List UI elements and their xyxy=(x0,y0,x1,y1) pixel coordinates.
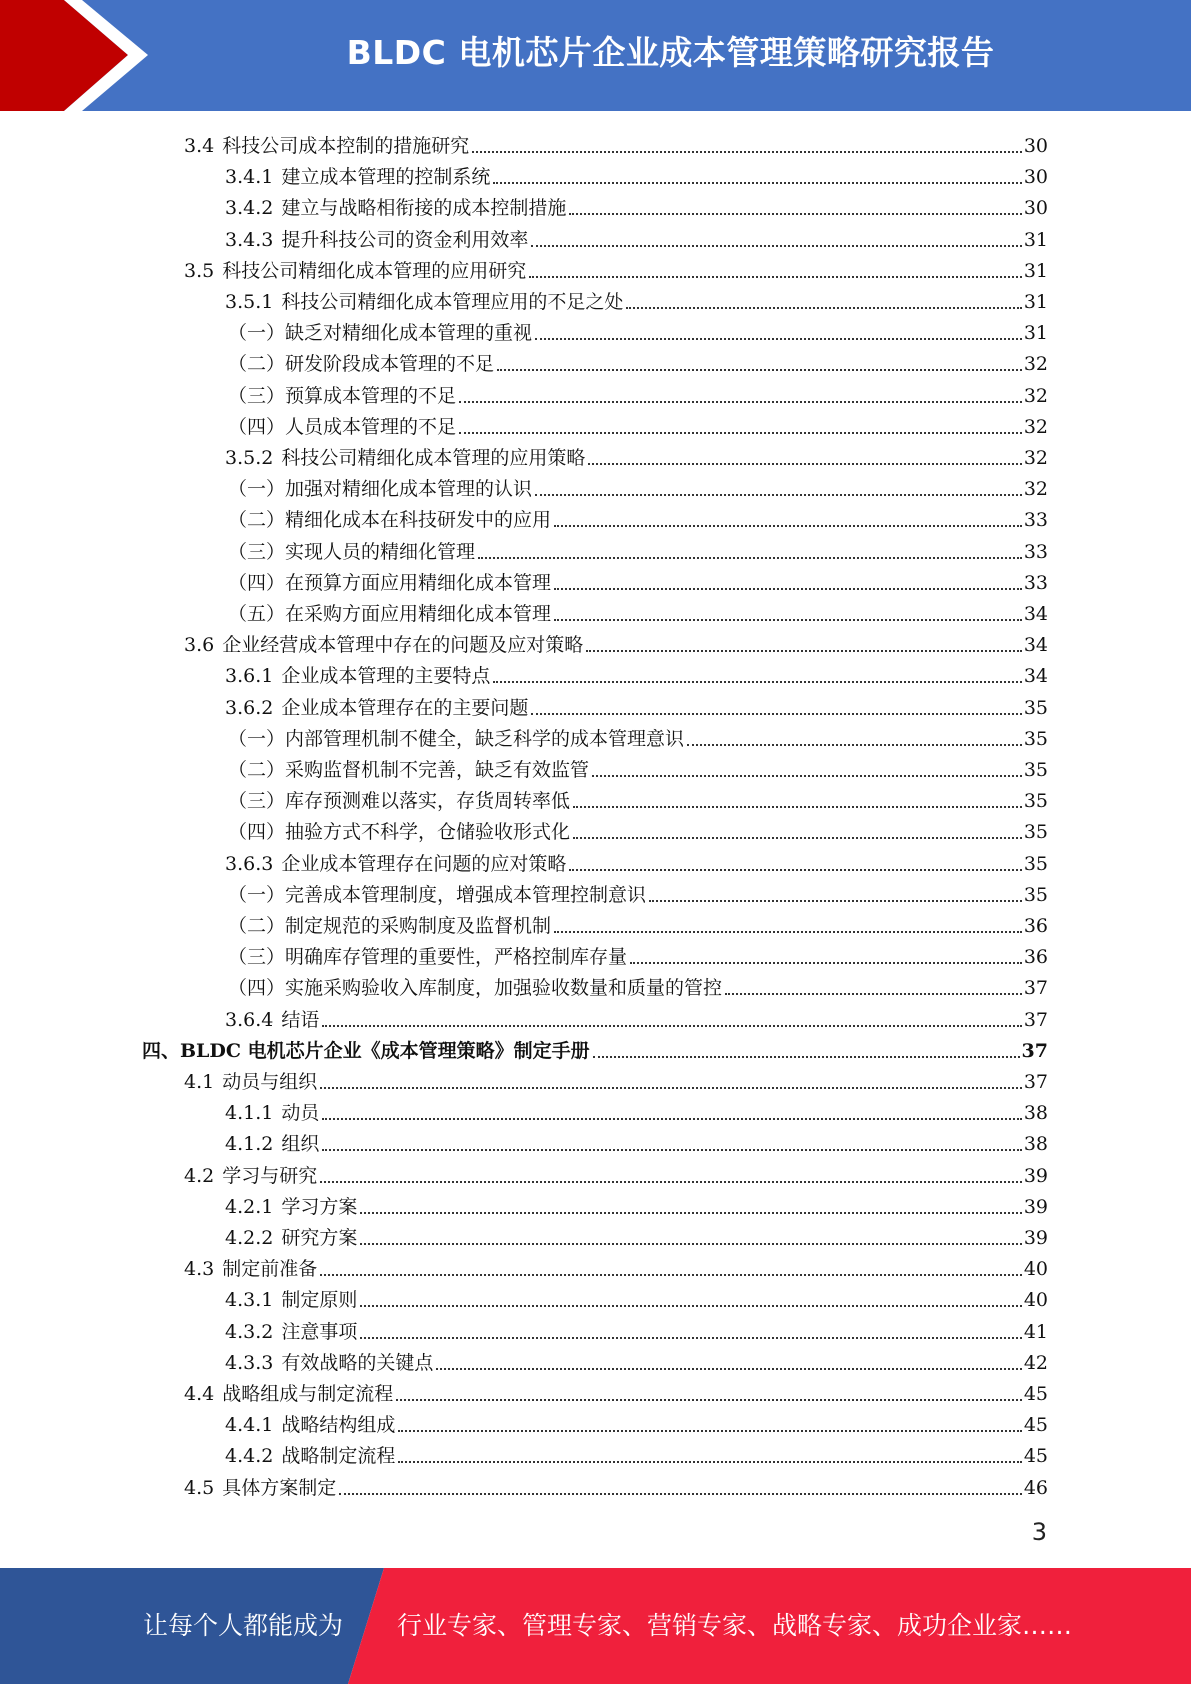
toc-entry-title: （五）在采购方面应用精细化成本管理 xyxy=(228,603,552,625)
toc-entry-page: 31 xyxy=(1023,322,1048,345)
toc-entry[interactable] xyxy=(225,1095,1048,1126)
toc-entry-page: 36 xyxy=(1023,946,1048,969)
toc-leader-dots xyxy=(626,307,1021,309)
toc-entry[interactable] xyxy=(184,627,1048,658)
toc-entry[interactable] xyxy=(228,877,1048,908)
toc-leader-dots xyxy=(586,650,1022,652)
toc-entry-title: 建立成本管理的控制系统 xyxy=(281,166,491,189)
toc-entry-page: 35 xyxy=(1023,759,1048,781)
toc-leader-dots xyxy=(320,1181,1022,1183)
toc-entry[interactable] xyxy=(228,939,1048,970)
toc-leader-dots xyxy=(592,775,1022,777)
toc-leader-dots xyxy=(573,806,1022,808)
toc-entry-number: 4.3.2 xyxy=(225,1320,274,1343)
toc-leader-dots xyxy=(322,1149,1021,1151)
toc-entry[interactable] xyxy=(225,690,1048,721)
toc-entry[interactable] xyxy=(225,222,1048,253)
toc-entry-page: 37 xyxy=(1023,977,1048,1000)
toc-leader-dots xyxy=(360,1243,1021,1245)
toc-entry-title: （一）内部管理机制不健全，缺乏科学的成本管理意识 xyxy=(228,727,685,750)
toc-entry-title: （二）制定规范的采购制度及监督机制 xyxy=(228,915,552,937)
toc-entry-number: 3.6.3 xyxy=(225,852,274,875)
toc-entry-page: 30 xyxy=(1023,197,1048,220)
toc-entry-page: 39 xyxy=(1023,1195,1048,1218)
toc-leader-dots xyxy=(554,619,1022,621)
toc-entry[interactable] xyxy=(225,1407,1048,1438)
toc-entry-title: （二）研发阶段成本管理的不足 xyxy=(228,353,495,376)
toc-entry-title: 科技公司精细化成本管理的应用研究 xyxy=(222,259,527,282)
toc-leader-dots xyxy=(569,213,1021,215)
toc-entry[interactable] xyxy=(228,970,1048,1001)
toc-leader-dots xyxy=(436,1368,1021,1370)
toc-entry[interactable] xyxy=(225,1126,1048,1157)
toc-entry-number: 3.4.1 xyxy=(225,166,274,189)
toc-entry-page: 32 xyxy=(1023,478,1048,501)
toc-entry-page: 42 xyxy=(1023,1351,1048,1374)
toc-entry-title: 研究方案 xyxy=(281,1227,358,1249)
toc-entry-number: 3.5.1 xyxy=(225,291,274,313)
toc-entry-page: 34 xyxy=(1023,665,1048,688)
toc-entry-title: 组织 xyxy=(281,1133,320,1156)
toc-entry-title: （四）抽验方式不科学，仓储验收形式化 xyxy=(228,821,571,844)
toc-leader-dots xyxy=(472,151,1022,153)
toc-entry-page: 34 xyxy=(1023,603,1048,625)
toc-entry[interactable] xyxy=(184,1251,1048,1282)
toc-leader-dots xyxy=(320,1274,1022,1276)
toc-entry-title: （三）明确库存管理的重要性，严格控制库存量 xyxy=(228,946,628,969)
page-footer xyxy=(0,1568,1191,1684)
toc-entry-page: 30 xyxy=(1023,135,1048,157)
toc-leader-dots xyxy=(725,993,1022,995)
toc-entry-page: 39 xyxy=(1023,1164,1048,1187)
document-title: BLDC 电机芯片企业成本管理策略研究报告 xyxy=(346,33,995,72)
toc-entry[interactable] xyxy=(228,721,1048,752)
toc-leader-dots xyxy=(569,869,1021,871)
toc-entry[interactable] xyxy=(228,346,1048,377)
toc-entry-page: 35 xyxy=(1023,821,1048,844)
toc-entry-page: 45 xyxy=(1023,1383,1048,1405)
toc-leader-dots xyxy=(493,681,1021,683)
page-number: 3 xyxy=(1031,1518,1047,1546)
toc-entry-number: 3.4 xyxy=(184,135,215,157)
toc-entry[interactable] xyxy=(225,284,1048,315)
toc-entry-page: 41 xyxy=(1023,1320,1048,1343)
toc-entry-title: （二）精细化成本在科技研发中的应用 xyxy=(228,509,552,532)
toc-entry[interactable] xyxy=(184,128,1048,159)
toc-entry-page: 38 xyxy=(1023,1102,1048,1125)
toc-entry-page: 31 xyxy=(1023,228,1048,251)
toc-leader-dots xyxy=(588,463,1021,465)
toc-entry[interactable] xyxy=(228,783,1048,814)
toc-entry[interactable] xyxy=(184,1376,1048,1407)
toc-leader-dots xyxy=(573,837,1022,839)
toc-entry-page: 45 xyxy=(1023,1445,1048,1468)
toc-entry[interactable] xyxy=(225,846,1048,877)
toc-entry-title: 提升科技公司的资金利用效率 xyxy=(281,228,529,251)
toc-leader-dots xyxy=(339,1493,1022,1495)
toc-leader-dots xyxy=(459,401,1022,403)
toc-entry-page: 37 xyxy=(1023,1071,1048,1093)
toc-entry-page: 40 xyxy=(1023,1289,1048,1312)
toc-entry[interactable] xyxy=(228,534,1048,565)
toc-entry[interactable] xyxy=(225,1438,1048,1469)
toc-entry-title: 企业经营成本管理中存在的问题及应对策略 xyxy=(222,634,584,657)
toc-entry-number: 3.6 xyxy=(184,634,215,657)
toc-entry-title: 企业成本管理存在的主要问题 xyxy=(281,696,529,719)
toc-entry[interactable] xyxy=(225,1002,1048,1033)
toc-entry-number: 3.6.1 xyxy=(225,665,274,688)
toc-entry-number: 4.3 xyxy=(184,1258,215,1281)
toc-entry[interactable] xyxy=(225,1189,1048,1220)
toc-entry-title: 动员 xyxy=(281,1102,320,1125)
toc-entry[interactable] xyxy=(228,908,1048,939)
toc-entry-title: 战略组成与制定流程 xyxy=(222,1383,394,1405)
toc-leader-dots xyxy=(497,369,1022,371)
toc-entry-title: 战略制定流程 xyxy=(281,1445,396,1468)
toc-entry-page: 31 xyxy=(1023,291,1048,313)
toc-leader-dots xyxy=(554,931,1022,933)
toc-leader-dots xyxy=(322,1118,1021,1120)
toc-leader-dots xyxy=(396,1399,1022,1401)
toc-entry-title: 科技公司成本控制的措施研究 xyxy=(222,135,470,157)
toc-leader-dots xyxy=(554,588,1022,590)
toc-entry[interactable] xyxy=(228,378,1048,409)
toc-entry-page: 35 xyxy=(1023,852,1048,875)
toc-entry-page: 37 xyxy=(1021,1039,1048,1062)
toc-leader-dots xyxy=(322,1025,1021,1027)
toc-entry-page: 36 xyxy=(1023,915,1048,937)
toc-entry-number: 3.6.4 xyxy=(225,1008,274,1031)
toc-entry[interactable] xyxy=(184,1064,1048,1095)
toc-entry-page: 38 xyxy=(1023,1133,1048,1156)
toc-entry-page: 32 xyxy=(1023,353,1048,376)
page-header xyxy=(0,0,1191,111)
toc-entry-title: 科技公司精细化成本管理应用的不足之处 xyxy=(281,291,624,313)
toc-entry-page: 32 xyxy=(1023,415,1048,438)
toc-entry-title: 制定前准备 xyxy=(222,1258,318,1281)
toc-entry-page: 46 xyxy=(1023,1476,1048,1499)
toc-entry[interactable] xyxy=(225,190,1048,221)
toc-entry-title: 动员与组织 xyxy=(222,1071,318,1093)
toc-entry-page: 35 xyxy=(1023,727,1048,750)
toc-leader-dots xyxy=(535,338,1022,340)
toc-entry[interactable] xyxy=(142,1033,1048,1064)
toc-entry-page: 30 xyxy=(1023,166,1048,189)
toc-entry-title: 四、BLDC 电机芯片企业《成本管理策略》制定手册 xyxy=(142,1039,590,1062)
toc-leader-dots xyxy=(478,557,1022,559)
toc-entry-title: 具体方案制定 xyxy=(222,1476,337,1499)
toc-entry-title: 科技公司精细化成本管理的应用策略 xyxy=(281,447,586,469)
toc-entry-title: 制定原则 xyxy=(281,1289,358,1312)
toc-entry[interactable] xyxy=(225,1282,1048,1313)
toc-entry-title: 有效战略的关键点 xyxy=(281,1351,434,1374)
toc-entry-title: 结语 xyxy=(281,1008,320,1031)
toc-entry-page: 45 xyxy=(1023,1414,1048,1437)
toc-entry-page: 35 xyxy=(1023,883,1048,906)
toc-entry-number: 4.1.2 xyxy=(225,1133,274,1156)
toc-leader-dots xyxy=(360,1337,1021,1339)
toc-entry-number: 4.3.1 xyxy=(225,1289,274,1312)
toc-entry-number: 4.4.1 xyxy=(225,1414,274,1437)
toc-entry-page: 33 xyxy=(1023,571,1048,594)
toc-entry-number: 4.2.2 xyxy=(225,1227,274,1249)
toc-entry[interactable] xyxy=(228,409,1048,440)
toc-leader-dots xyxy=(398,1461,1021,1463)
toc-entry-page: 35 xyxy=(1023,696,1048,719)
toc-entry-page: 34 xyxy=(1023,634,1048,657)
toc-entry[interactable] xyxy=(228,315,1048,346)
toc-leader-dots xyxy=(360,1212,1021,1214)
toc-leader-dots xyxy=(687,744,1022,746)
footer-slogan-right: 行业专家、管理专家、营销专家、战略专家、成功企业家…… xyxy=(397,1611,1073,1640)
toc-leader-dots xyxy=(493,182,1021,184)
toc-entry-number: 4.4 xyxy=(184,1383,215,1405)
toc-entry[interactable] xyxy=(228,471,1048,502)
toc-entry-number: 3.5.2 xyxy=(225,447,274,469)
toc-entry[interactable] xyxy=(225,658,1048,689)
toc-entry-page: 33 xyxy=(1023,509,1048,532)
toc-entry-title: （三）库存预测难以落实，存货周转率低 xyxy=(228,790,571,813)
toc-entry-title: （一）缺乏对精细化成本管理的重视 xyxy=(228,322,533,345)
toc-entry-page: 37 xyxy=(1023,1008,1048,1031)
footer-slogan-left: 让每个人都能成为 xyxy=(143,1611,344,1640)
toc-entry-title: 建立与战略相衔接的成本控制措施 xyxy=(281,197,567,220)
toc-entry-title: （二）采购监督机制不完善，缺乏有效监管 xyxy=(228,759,590,781)
toc-leader-dots xyxy=(320,1087,1022,1089)
toc-entry[interactable] xyxy=(184,1158,1048,1189)
toc-entry-title: （三）实现人员的精细化管理 xyxy=(228,540,476,563)
toc-entry-title: （一）完善成本管理制度，增强成本管理控制意识 xyxy=(228,883,647,906)
toc-leader-dots xyxy=(398,1430,1021,1432)
toc-leader-dots xyxy=(531,245,1021,247)
toc-entry-title: （四）实施采购验收入库制度，加强验收数量和质量的管控 xyxy=(228,977,723,1000)
toc-entry-page: 32 xyxy=(1023,384,1048,407)
toc-entry-title: （三）预算成本管理的不足 xyxy=(228,384,457,407)
toc-entry[interactable] xyxy=(228,814,1048,845)
toc-entry[interactable] xyxy=(228,565,1048,596)
toc-entry[interactable] xyxy=(225,159,1048,190)
toc-leader-dots xyxy=(459,432,1022,434)
toc-entry[interactable] xyxy=(228,502,1048,533)
toc-entry-page: 40 xyxy=(1023,1258,1048,1281)
toc-entry[interactable] xyxy=(225,1314,1048,1345)
toc-leader-dots xyxy=(531,713,1021,715)
toc-entry-number: 3.6.2 xyxy=(225,696,274,719)
toc-leader-dots xyxy=(593,1056,1020,1058)
toc-leader-dots xyxy=(360,1305,1021,1307)
toc-entry[interactable] xyxy=(228,752,1048,783)
toc-entry-number: 3.4.2 xyxy=(225,197,274,220)
toc-entry-number: 3.4.3 xyxy=(225,228,274,251)
toc-entry-title: （一）加强对精细化成本管理的认识 xyxy=(228,478,533,501)
toc-entry-title: 学习方案 xyxy=(281,1195,358,1218)
toc-leader-dots xyxy=(529,276,1022,278)
toc-entry-page: 39 xyxy=(1023,1227,1048,1249)
toc-entry-number: 4.2.1 xyxy=(225,1195,274,1218)
toc-entry[interactable] xyxy=(225,440,1048,471)
toc-leader-dots xyxy=(535,494,1022,496)
toc-entry-number: 3.5 xyxy=(184,259,215,282)
toc-entry-title: 学习与研究 xyxy=(222,1164,318,1187)
toc-entry-title: 企业成本管理的主要特点 xyxy=(281,665,491,688)
toc-leader-dots xyxy=(554,525,1022,527)
toc-entry-number: 4.1 xyxy=(184,1071,215,1093)
toc-leader-dots xyxy=(630,962,1022,964)
toc-entry[interactable] xyxy=(228,596,1048,627)
toc-entry-page: 35 xyxy=(1023,790,1048,813)
toc-entry-number: 4.5 xyxy=(184,1476,215,1499)
toc-entry-page: 32 xyxy=(1023,447,1048,469)
toc-entry[interactable] xyxy=(184,253,1048,284)
toc-entry[interactable] xyxy=(225,1220,1048,1251)
toc-entry-page: 31 xyxy=(1023,259,1048,282)
toc-entry-title: 企业成本管理存在问题的应对策略 xyxy=(281,852,567,875)
toc-entry-title: （四）人员成本管理的不足 xyxy=(228,415,457,438)
toc-entry-page: 33 xyxy=(1023,540,1048,563)
toc-entry-title: （四）在预算方面应用精细化成本管理 xyxy=(228,571,552,594)
toc-entry-number: 4.1.1 xyxy=(225,1102,274,1125)
toc-entry-title: 战略结构组成 xyxy=(281,1414,396,1437)
toc-entry[interactable] xyxy=(225,1345,1048,1376)
toc-entry-number: 4.3.3 xyxy=(225,1351,274,1374)
toc-entry-title: 注意事项 xyxy=(281,1320,358,1343)
toc-entry[interactable] xyxy=(184,1470,1048,1501)
toc-leader-dots xyxy=(649,900,1022,902)
toc-entry-number: 4.4.2 xyxy=(225,1445,274,1468)
toc-entry-number: 4.2 xyxy=(184,1164,215,1187)
